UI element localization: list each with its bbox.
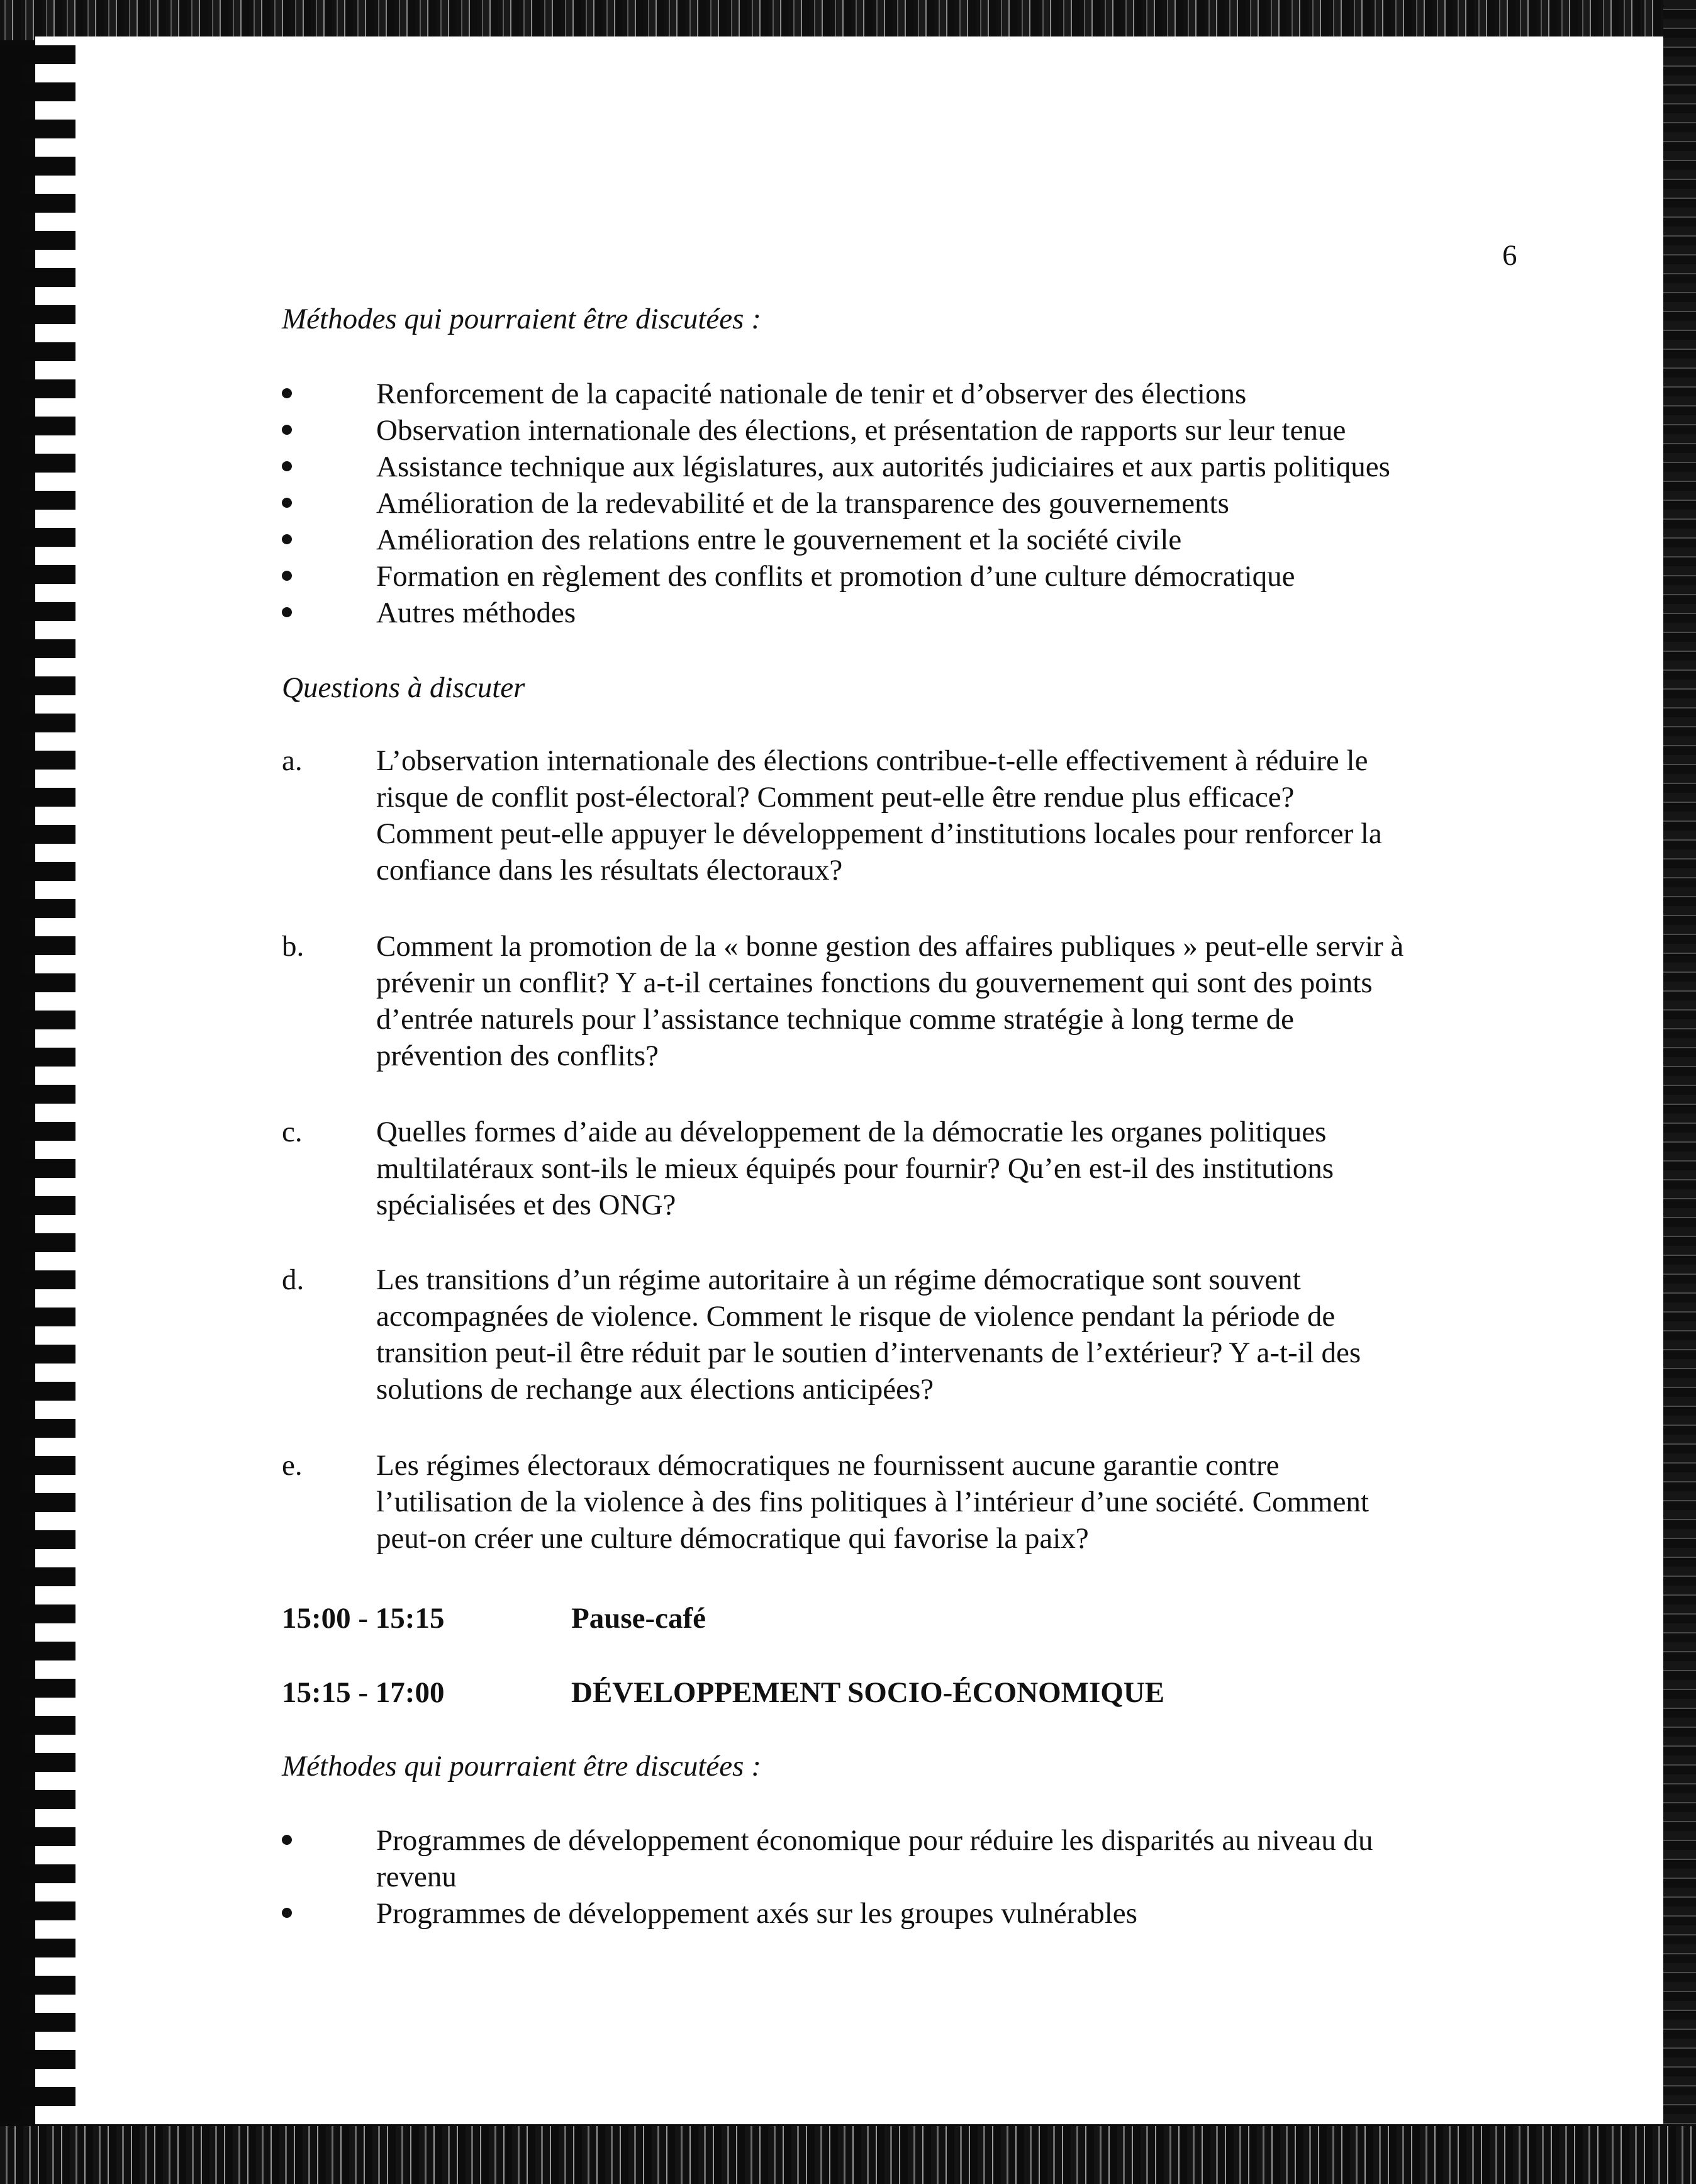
question-text: Les transitions d’un régime autoritaire à un régime démocratique sont souvent accompagnées de violence. Comment le risque de violence pendant la période de transition peut-il être réduit par le soutien d’intervenants de l’extérieur? Y a-t-il des solutions de rechange aux élections anticipées? <box>376 1263 1361 1406</box>
document-page <box>35 36 1663 2124</box>
question-letter: d. <box>282 1263 304 1296</box>
question-text: Les régimes électoraux démocratiques ne fournissent aucune garantie contre l’utilisation de la violence à des fins politiques à l’intérieur d’une société. Comment peut-on créer une culture démocratique qui favorise la paix? <box>376 1449 1369 1555</box>
question-letter: e. <box>282 1449 303 1482</box>
bullet-icon <box>282 498 292 508</box>
bullet-icon <box>282 571 292 581</box>
agenda-title: Pause-café <box>571 1602 706 1635</box>
section-heading-methods-2: Méthodes qui pourraient être discutées : <box>282 1750 761 1783</box>
bullet-icon <box>282 1835 292 1845</box>
bullet-icon <box>282 534 292 544</box>
spiral-binding <box>0 45 94 2122</box>
page-number: 6 <box>1502 239 1517 272</box>
bullet-icon <box>282 425 292 435</box>
bullet-icon <box>282 607 292 617</box>
section-heading-methods: Méthodes qui pourraient être discutées : <box>282 303 761 335</box>
bullet-icon <box>282 388 292 398</box>
question-text: L’observation internationale des élections contribue-t-elle effectivement à réduire le risque de conflit post-électoral? Comment peut-elle être rendue plus efficace? Comment peut-elle appuyer le développement d’institutions locales pour renforcer la confiance dans les résultats électoraux? <box>376 744 1382 887</box>
question-text: Quelles formes d’aide au développement de la démocratie les organes politiques multilatéraux sont-ils le mieux équipés pour fournir? Qu’en est-il des institutions spécialisées et des ONG? <box>376 1116 1334 1221</box>
agenda-time: 15:00 - 15:15 <box>282 1602 445 1635</box>
question-letter: a. <box>282 744 303 777</box>
agenda-title: DÉVELOPPEMENT SOCIO-ÉCONOMIQUE <box>571 1676 1165 1709</box>
section-heading-questions: Questions à discuter <box>282 671 525 704</box>
scan-bottom-edge <box>0 2126 1696 2184</box>
scan-right-edge <box>1663 0 1696 2184</box>
bullet-icon <box>282 1908 292 1918</box>
question-text: Comment la promotion de la « bonne gestion des affaires publiques » peut-elle servir à prévenir un conflit? Y a-t-il certaines fonctions du gouvernement qui sont des points d’entrée naturels pour l’assistance technique comme stratégie à long terme de prévention des conflits? <box>376 930 1404 1072</box>
question-letter: b. <box>282 930 304 963</box>
bullet-icon <box>282 461 292 471</box>
scan-top-edge <box>0 0 1696 40</box>
question-letter: c. <box>282 1116 303 1148</box>
agenda-time: 15:15 - 17:00 <box>282 1676 445 1709</box>
